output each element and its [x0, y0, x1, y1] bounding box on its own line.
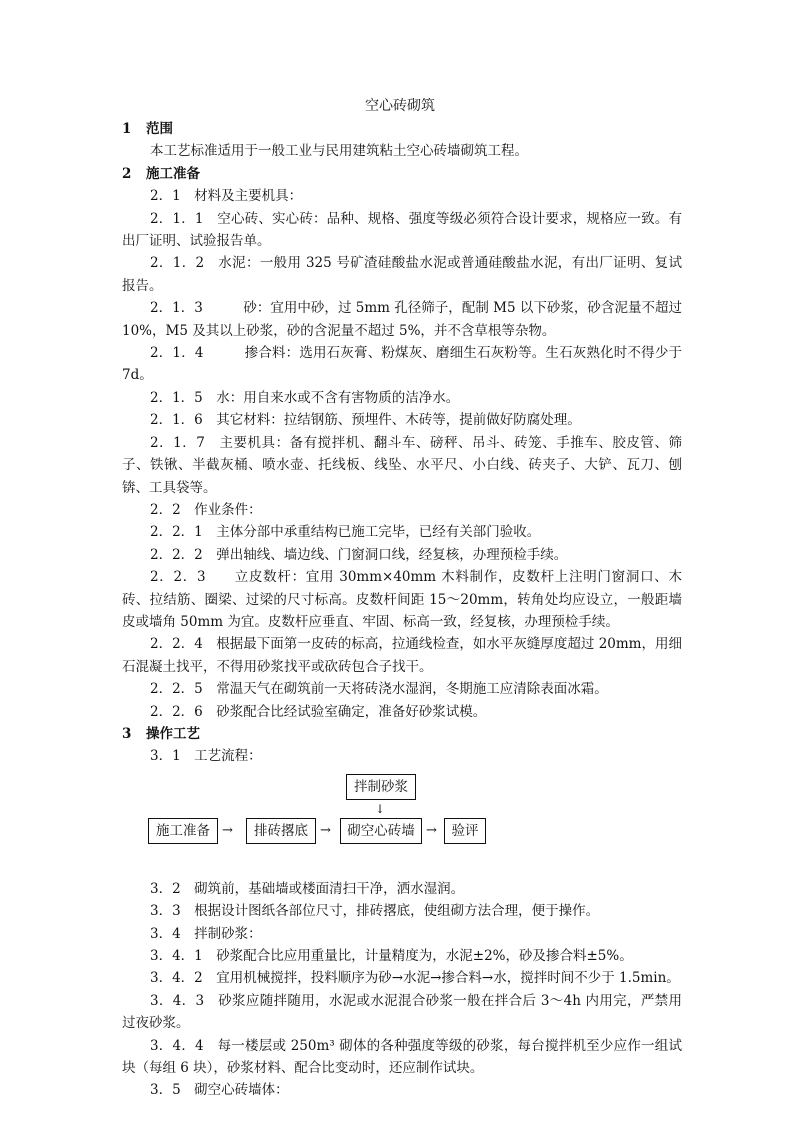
paragraph: 2．1．6 其它材料：拉结钢筋、预埋件、木砖等，提前做好防腐处理。 — [150, 412, 581, 429]
paragraph: 2．2 作业条件： — [150, 501, 262, 518]
paragraph: 2．1．2 水泥：一般用 325 号矿渣硅酸盐水泥或普通硅酸盐水泥，有出厂证明、复试报告。 — [122, 255, 682, 294]
paragraph: 2．1．4 掺合料：选用石灰膏、粉煤灰、磨细生石灰粉等。生石灰熟化时不得少于 7d。 — [122, 345, 682, 384]
section-heading-2 — [122, 163, 682, 185]
section-number: 2 — [122, 165, 132, 182]
flow-box-layout: 排砖撂底 — [246, 818, 316, 844]
paragraph: 2．2．4 根据最下面第一皮砖的标高，拉通线检查，如水平灰缝厚度超过 20mm，用细石混凝土找平，不得用砂浆找平或砍砖包合子找干。 — [122, 636, 682, 675]
paragraph: 3．4．3 砂浆应随拌随用，水泥或水泥混合砂浆一般在拌合后 3～4h 内用完，严禁用过夜砂浆。 — [122, 992, 682, 1032]
paragraph: 3．4 拌制砂浆： — [150, 925, 262, 942]
section-heading-3 — [122, 723, 682, 745]
flow-box-preparation: 施工准备 — [148, 818, 218, 844]
process-flowchart — [122, 768, 682, 878]
section-title: 施工准备 — [146, 165, 200, 182]
paragraph: 2．1．3 砂：宜用中砂，过 5mm 孔径筛子，配制 M5 以下砂浆，砂含泥量不超过 10%，M5 及其以上砂浆，砂的含泥量不超过 5%，并不含草根等杂物。 — [122, 300, 682, 339]
section-title: 范围 — [146, 121, 173, 137]
paragraph: 2．1．5 水：用自来水或不含有害物质的洁净水。 — [150, 389, 460, 406]
paragraph: 3．5 砌空心砖墙体： — [150, 1082, 289, 1099]
paragraph: 2．2．6 砂浆配合比经试验室确定，准备好砂浆试模。 — [150, 703, 487, 720]
flow-arrow: → — [320, 822, 331, 838]
flow-arrow: → — [222, 822, 233, 838]
document-body — [122, 118, 682, 1102]
flow-box-mix-mortar: 拌制砂浆 — [346, 774, 416, 800]
section-number: 3 — [122, 725, 132, 742]
paragraph: 2．2．1 主体分部中承重结构已施工完毕，已经有关部门验收。 — [150, 524, 541, 541]
paragraph: 2．1 材料及主要机具： — [150, 188, 303, 205]
page-title: 空心砖砌筑 — [365, 98, 435, 114]
section-number: 1 — [122, 121, 132, 137]
flow-arrow: → — [426, 822, 437, 838]
flow-box-evaluation: 验评 — [444, 818, 486, 844]
paragraph: 2．1．1 空心砖、实心砖：品种、规格、强度等级必须符合设计要求，规格应一致。有出厂证明、试验报告单。 — [122, 210, 682, 250]
section-title: 操作工艺 — [146, 725, 200, 742]
paragraph: 3．4．4 每一楼层或 250m³ 砌体的各种强度等级的砂浆，每台搅拌机至少应作一组试块（每组 6 块），砂浆材料、配合比变动时，还应制作试块。 — [122, 1037, 682, 1077]
paragraph: 3．4．2 宜用机械搅拌，投料顺序为砂→水泥→掺合料→水，搅拌时间不少于 1.5min。 — [150, 970, 680, 987]
paragraph: 本工艺标准适用于一般工业与民用建筑粘土空心砖墙砌筑工程。 — [150, 143, 528, 160]
paragraph: 2．2．3 立皮数杆：宜用 30mm×40mm 木料制作，皮数杆上注明门窗洞口、木砖、拉结筋、圈梁、过梁的尺寸标高。皮数杆间距 15～20mm，转角处均应设立，一般距墙皮或墙角 50mm 为宜。皮数杆应垂直、牢固、标高一致，经复核，办理预检手续。 — [122, 569, 682, 630]
paragraph: 2．2．5 常温天气在砌筑前一天将砖浇水湿润，冬期施工应清除表面冰霜。 — [150, 681, 608, 698]
flow-down-arrow: ↓ — [375, 801, 386, 816]
paragraph: 3．3 根据设计图纸各部位尺寸，排砖撂底，使组砌方法合理，便于操作。 — [150, 903, 600, 920]
paragraph: 3．4．1 砂浆配合比应用重量比，计量精度为，水泥±2%，砂及掺合料±5%。 — [150, 948, 633, 964]
paragraph: 2．1．7 主要机具：备有搅拌机、翻斗车、磅秤、吊斗、砖笼、手推车、胶皮管、筛子、铁锹、半截灰桶、喷水壶、托线板、线坠、水平尺、小白线、砖夹子、大铲、瓦刀、刨锛、工具袋等。 — [122, 434, 682, 496]
paragraph: 3．1 工艺流程： — [150, 748, 262, 765]
section-heading-1 — [122, 118, 682, 140]
flow-box-lay-bricks: 砌空心砖墙 — [340, 818, 422, 844]
paragraph: 2．2．2 弹出轴线、墙边线、门窗洞口线，经复核，办理预检手续。 — [150, 546, 568, 563]
paragraph: 3．2 砌筑前，基础墙或楼面清扫干净，洒水湿润。 — [150, 880, 465, 897]
